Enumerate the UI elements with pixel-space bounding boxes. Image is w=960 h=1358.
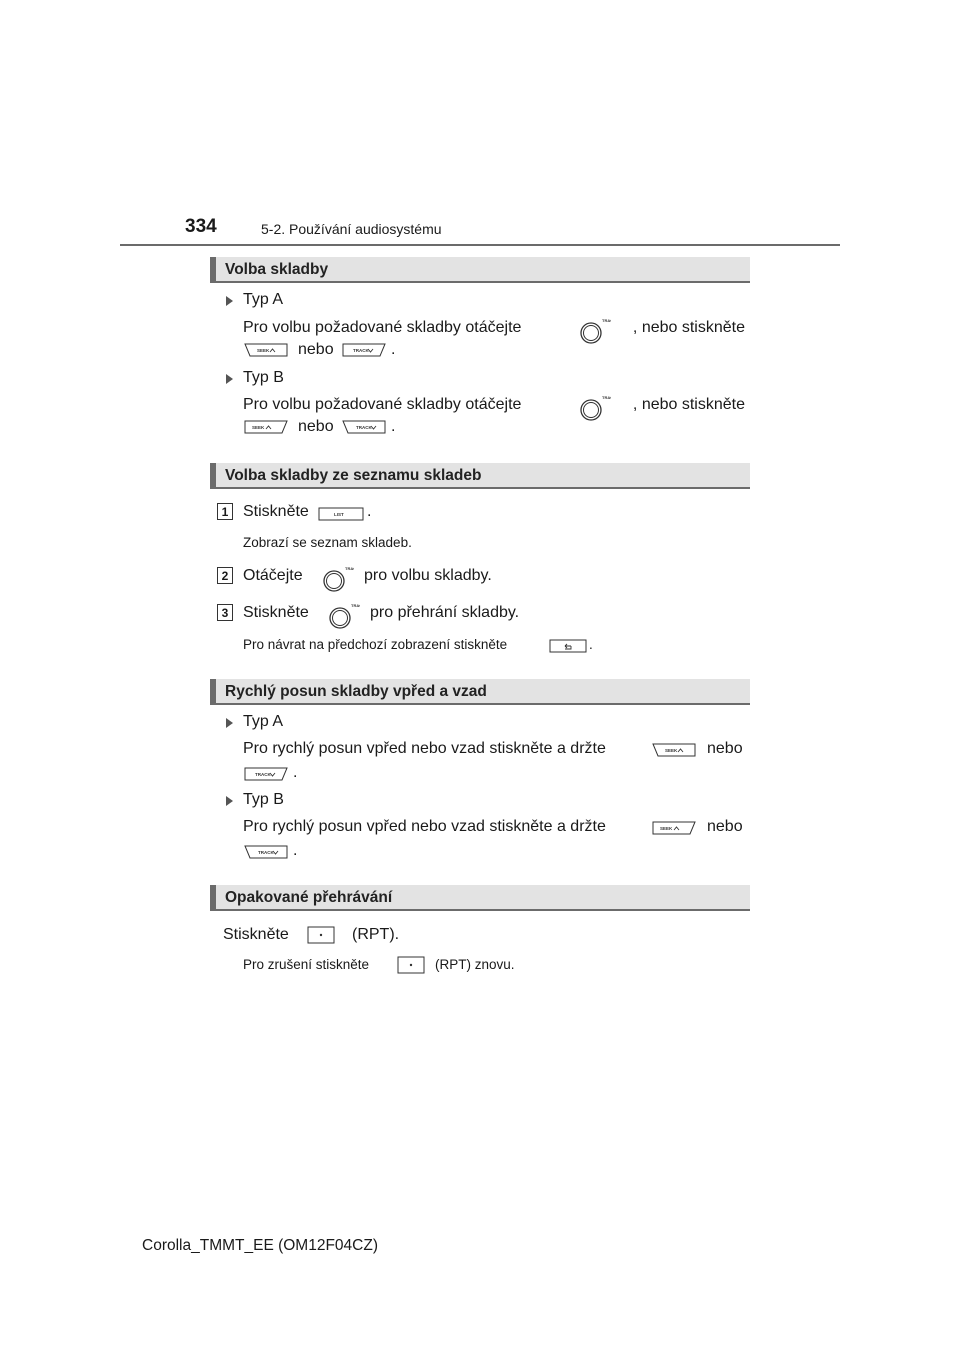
step-number-3: 3	[217, 604, 233, 621]
period-text: .	[589, 637, 593, 652]
document-footer: Corolla_TMMT_EE (OM12F04CZ)	[142, 1237, 378, 1254]
bullet-triangle-icon	[226, 296, 233, 306]
tune-knob-icon	[320, 564, 354, 594]
track-button-icon	[340, 419, 388, 435]
step1-note: Zobrazí se seznam skladeb.	[243, 535, 412, 550]
back-button-icon	[548, 638, 588, 654]
header-divider	[120, 244, 840, 246]
nebo-text: nebo	[707, 818, 743, 835]
type-a-label: Typ A	[243, 713, 284, 730]
period-text: .	[367, 503, 372, 520]
type-a-text-1: Pro volbu požadované skladby otáčejte	[243, 319, 522, 336]
repeat-text-a: Stiskněte	[223, 926, 289, 943]
bullet-triangle-icon	[226, 374, 233, 384]
step-number-2: 2	[217, 567, 233, 584]
track-button-icon	[340, 342, 388, 358]
section-header-track-select	[210, 257, 750, 283]
step3-note: Pro návrat na předchozí zobrazení stiskněte	[243, 637, 508, 652]
ff-type-b-text-1: Pro rychlý posun vpřed nebo vzad stiskněte a držte	[243, 818, 606, 835]
section-header-repeat	[210, 885, 750, 911]
section-header-fast-forward	[210, 679, 750, 705]
section-header-track-list	[210, 463, 750, 489]
seek-button-icon	[242, 419, 290, 435]
section-title: Rychlý posun skladby vpřed a vzad	[225, 683, 487, 700]
rpt-button-icon	[396, 955, 426, 975]
tune-knob-icon	[577, 316, 611, 346]
step1-text: Stiskněte	[243, 503, 309, 520]
type-a-label: Typ A	[243, 291, 284, 308]
ff-type-a-text-1: Pro rychlý posun vpřed nebo vzad stiskněte a držte	[243, 740, 606, 757]
step3-text-a: Stiskněte	[243, 604, 309, 621]
period-text: .	[293, 842, 298, 859]
step-number-1: 1	[217, 503, 233, 520]
bullet-triangle-icon	[226, 718, 233, 728]
track-button-icon	[242, 766, 290, 782]
repeat-note-a: Pro zrušení stiskněte	[243, 957, 370, 972]
nebo-text: nebo	[298, 341, 334, 358]
seek-button-icon	[242, 342, 290, 358]
nebo-text: nebo	[707, 740, 743, 757]
period-text: .	[293, 764, 298, 781]
type-b-label: Typ B	[243, 369, 284, 386]
section-title: Volba skladby ze seznamu skladeb	[225, 467, 482, 484]
type-b-text-1: Pro volbu požadované skladby otáčejte	[243, 396, 522, 413]
repeat-text-b: (RPT).	[352, 926, 400, 943]
seek-button-icon	[650, 742, 698, 758]
nebo-text: nebo	[298, 418, 334, 435]
chapter-title: 5-2. Používání audiosystému	[261, 221, 442, 237]
bullet-triangle-icon	[226, 796, 233, 806]
rpt-button-icon	[306, 925, 336, 945]
tune-knob-icon	[577, 393, 611, 423]
repeat-note-b: (RPT) znovu.	[435, 957, 515, 972]
period-text: .	[391, 341, 396, 358]
step2-text-a: Otáčejte	[243, 567, 303, 584]
page-number: 334	[185, 216, 217, 237]
type-b-text-2: , nebo stiskněte	[632, 396, 745, 413]
track-button-icon	[242, 844, 290, 860]
list-button-icon	[317, 506, 365, 522]
period-text: .	[391, 418, 396, 435]
section-title: Opakované přehrávání	[225, 889, 393, 906]
tune-knob-icon	[326, 601, 360, 631]
step3-text-b: pro přehrání skladby.	[370, 604, 520, 621]
section-title: Volba skladby	[225, 261, 329, 278]
type-a-text-2: , nebo stiskněte	[632, 319, 745, 336]
step2-text-b: pro volbu skladby.	[364, 567, 492, 584]
type-b-label: Typ B	[243, 791, 284, 808]
seek-button-icon	[650, 820, 698, 836]
